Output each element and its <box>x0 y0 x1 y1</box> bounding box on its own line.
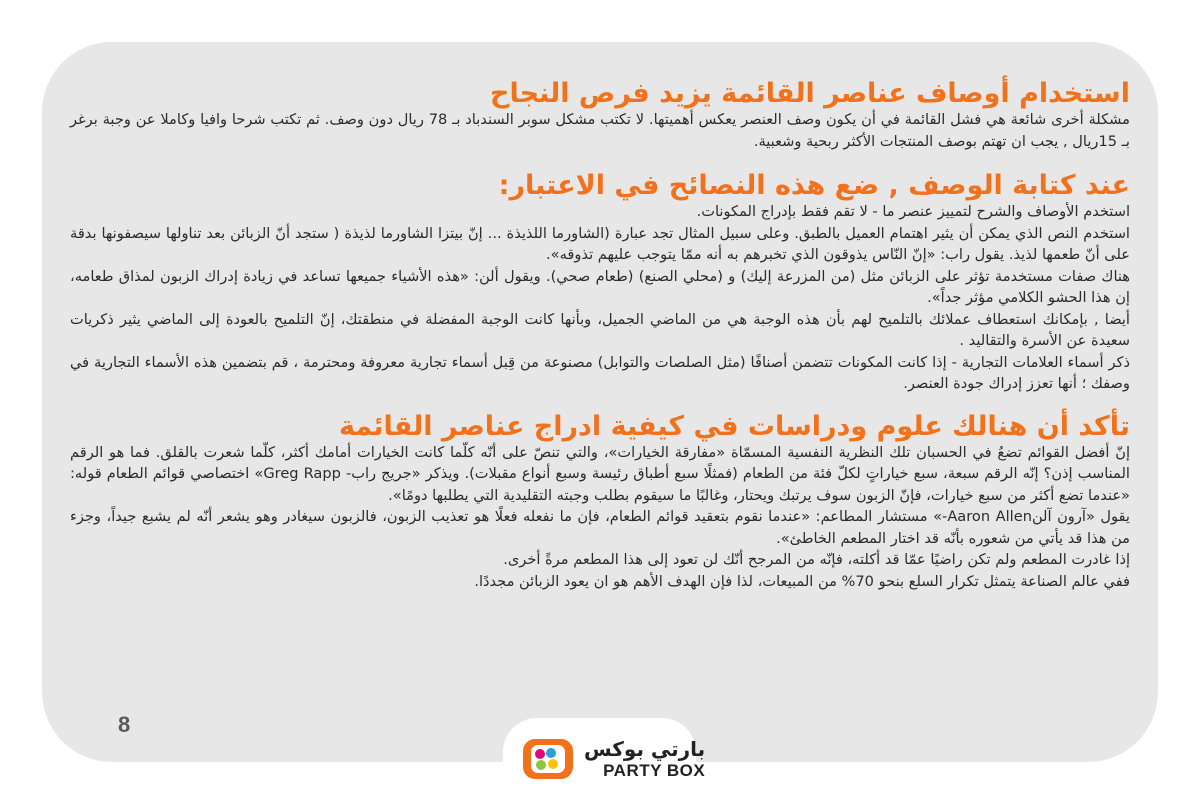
logo-english-name: PARTY BOX <box>603 761 706 780</box>
science-paragraph: ففي عالم الصناعة يتمثل تكرار السلع بنحو 70% من المبيعات، لذا فإن الهدف الأهم هو ان يعود الزبائن مجددًا. <box>474 572 1130 590</box>
science-paragraph: إنّ أفضل القوائم تضعُ في الحسبان تلك النظرية النفسية المسمّاة «مفارقة الخيارات»، والتي تنصّ على أنّه كلّما كانت الخيارات أمامك أكثر، كلّما شعرت بالقلق. فما هو الرقم المناسب إذن؟ إنّه الرقم سبعة، سبع خياراتٍ لكلّ فئة من الطعام (فمثلًا سبع أطباق رئيسة وسبع أنواع مقبلات). ويذكر «جريج راب- Greg Rapp» اختصاصي قوائم الطعام قوله: «عندما تضع أكثر من سبع خيارات، فإنّ الزبون سوف يرتبك ويحتار، وغالبًا ما سيقوم بطلب وجبته التقليدية التي يطلبها دومًا». <box>70 443 1130 504</box>
tip-paragraph: ذكر أسماء العلامات التجارية - إذا كانت المكونات تتضمن أصنافًا (مثل الصلصات والتوابل) مصنوعة من قِبل أسماء تجارية معروفة ومحترمة ، قم بتضمين هذه الأسماء التجارية في وصفك ؛ أنها تعزز إدراك جودة العنصر. <box>70 353 1130 393</box>
tip-paragraph: استخدم الأوصاف والشرح لتمييز عنصر ما - لا تقم فقط بإدراج المكونات. <box>696 203 1130 221</box>
tip-paragraph: أيضا , بإمكانك استعطاف عملائك بالتلميح لهم بأن هذه الوجبة هي من الماضي الجميل، وبأنها كانت الوجبة المفضلة في منطقتك، إنّ التلميح بالعودة إلى الماضي يثير ذكريات سعيدة عن الأسرة والتقاليد . <box>70 310 1130 350</box>
tip-paragraph: استخدم النص الذي يمكن أن يثير اهتمام العميل بالطبق. وعلى سبيل المثال تجد عبارة (الشاورما اللذيذة ... إنّ بيتزا الشاورما لذيذة ( ستجد أنّ الزبائن بعد تناولها سيصفونها بدقة على أنّ طعمها لذيذ. يقول راب: «إنّ النّاس يذوقون الذي تخبرهم به أنه ممّا يتوجب عليهم تذوقه». <box>70 224 1130 264</box>
section-heading-description-tips: عند كتابة الوصف , ضع هذه النصائح في الاعتبار: <box>498 170 1130 202</box>
article-body <box>70 78 1130 592</box>
tip-paragraph: هناك صفات مستخدمة تؤثر على الزبائن مثل (من المزرعة إليك) و (محلي الصنع) (طعام صحي). ويقول ألن: «هذه الأشياء جميعها تساعد في زيادة إدراك الزبون لمذاق طعامه، إن هذا الحشو الكلامي مؤثر جداً». <box>70 267 1130 307</box>
section-heading-menu-science: تأكد أن هنالك علوم ودراسات في كيفية ادراج عناصر القائمة <box>338 410 1130 442</box>
page-number: 8 <box>118 712 131 737</box>
science-paragraph: إذا غادرت المطعم ولم تكن راضيًا عمّا قد أكلته، فإنّه من المرجح أنّك لن تعود إلى هذا المطعم مرةً أخرى. <box>503 551 1130 569</box>
party-box-logo-icon <box>520 736 576 782</box>
logo-arabic-name: بارتي بوكس <box>584 737 706 761</box>
party-box-logo <box>520 736 705 782</box>
section-paragraph: مشكلة أخرى شائعة هي فشل القائمة في أن يكون وصف العنصر يعكس أهميتها. لا تكتب مشكل سوبر السندباد بـ 78 ريال دون وصف. ثم تكتب شرحا وافيا وكاملا عن وجبة برغر بـ 15ريال , يجب ان تهتم بوصف المنتجات الأكثر ربحية وشعبية. <box>70 111 1130 150</box>
logo-text <box>584 739 705 779</box>
science-paragraph: يقول «آرون آلنAaron Allen-» مستشار المطاعم: «عندما نقوم بتعقيد قوائم الطعام، فإن ما نفعله فعلًا هو تعذيب الزبون، فالزبون سيغادر وهو يشعر أنّه لم يشبع جيداً، وجزء من هذا قد يأتي من شعوره بأنّه قد اختار المطعم الخاطئ». <box>70 508 1130 547</box>
section-heading-menu-descriptions: استخدام أوصاف عناصر القائمة يزيد فرص النجاح <box>490 78 1130 109</box>
